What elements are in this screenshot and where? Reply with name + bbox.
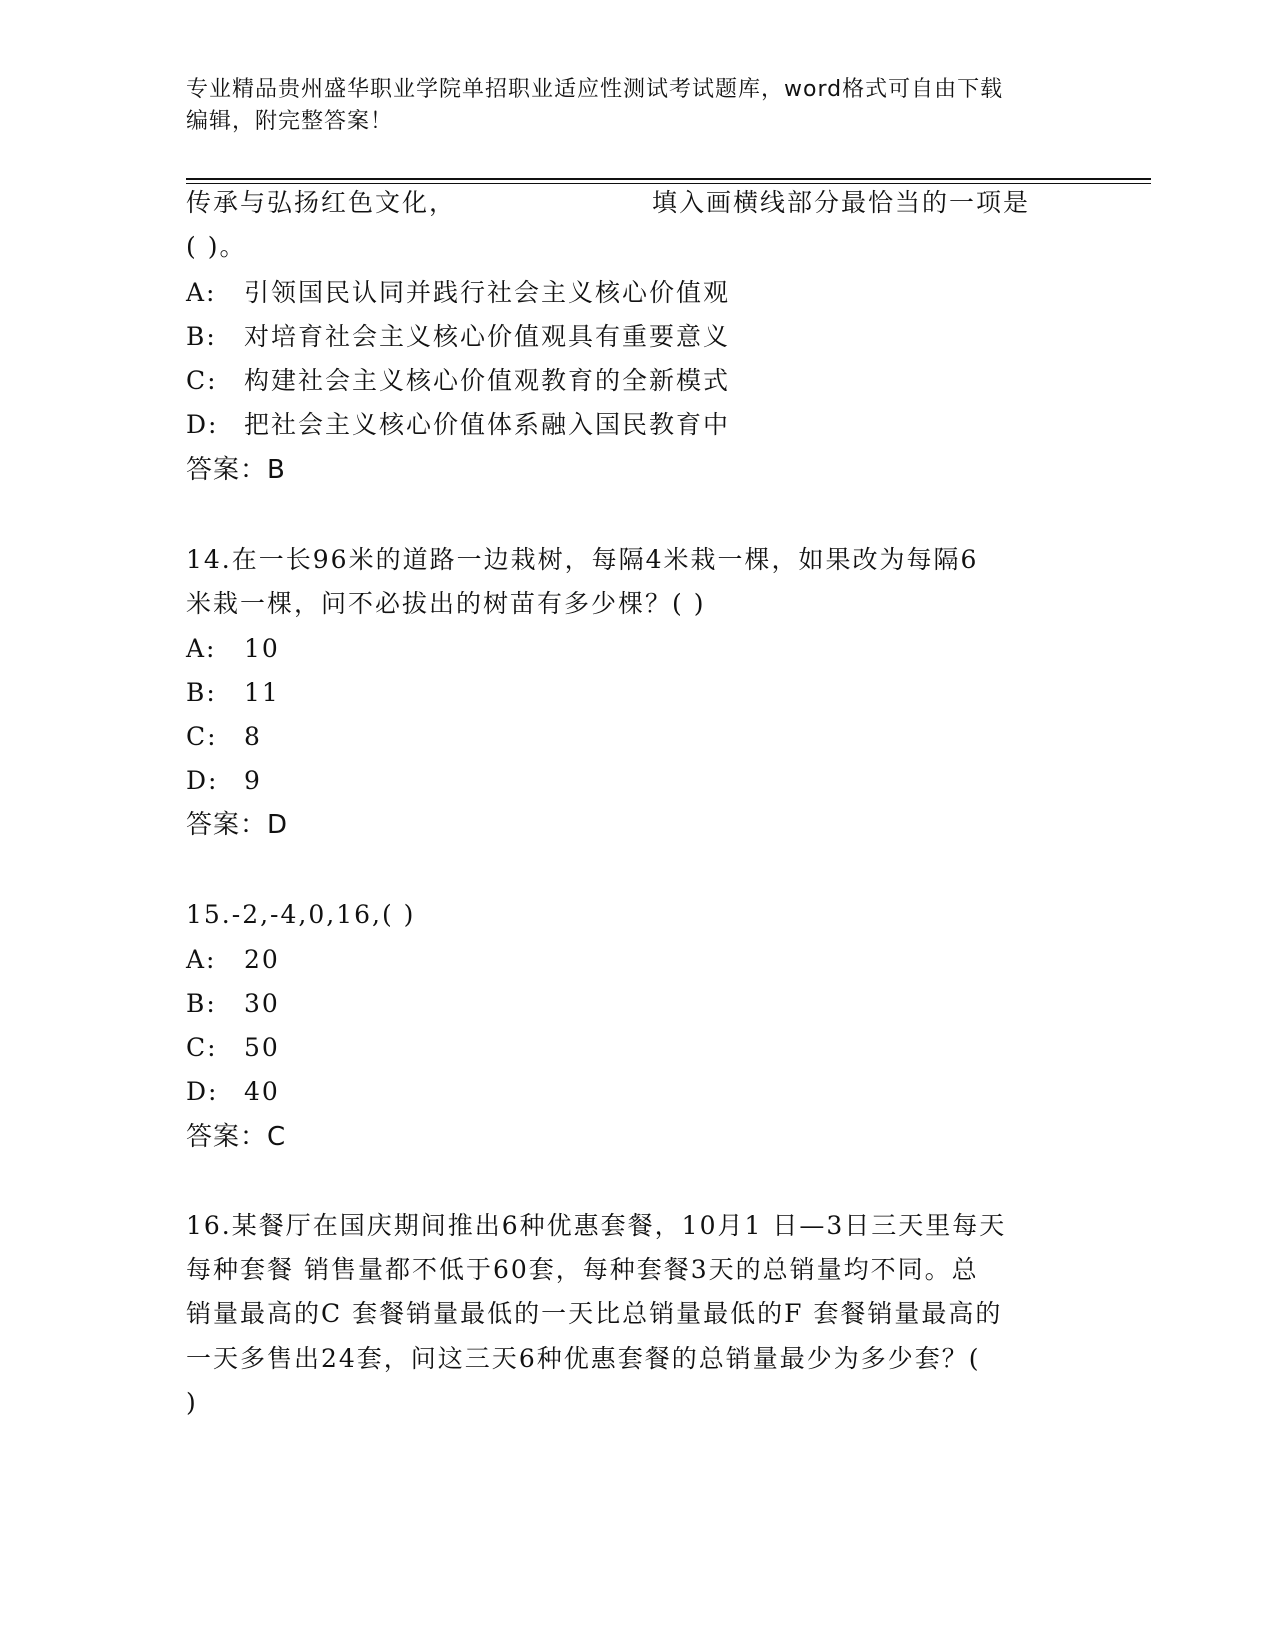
- option-text: 50: [244, 1033, 280, 1062]
- q16-stem-line-4: 一天多售出24套，问这三天6种优惠套餐的总销量最少为多少套？(: [186, 1344, 981, 1373]
- q15-option-c: [186, 1033, 280, 1063]
- header-line-2: 编辑，附完整答案！: [186, 109, 394, 134]
- option-label: C:: [186, 722, 218, 751]
- option-label: C:: [186, 366, 218, 395]
- q15-stem-line-1: 15.-2,-4,0,16,( ): [186, 900, 416, 929]
- q13-stem-part-a: 传承与弘扬红色文化，: [186, 188, 457, 217]
- q15-answer: 答案：C: [186, 1122, 287, 1152]
- q13-option-c: [186, 366, 730, 396]
- q16-stem-line-3: 销量最高的C 套餐销量最低的一天比总销量最低的F 套餐销量最高的: [186, 1299, 1003, 1328]
- option-text: 8: [244, 722, 262, 751]
- q14-option-c: [186, 722, 262, 752]
- q13-option-b: [186, 322, 730, 352]
- option-label: A:: [186, 945, 217, 974]
- option-text: 30: [244, 989, 280, 1018]
- header-line-1: 专业精品贵州盛华职业学院单招职业适应性测试考试题库，word格式可自由下载: [186, 77, 1004, 102]
- q14-option-d: [186, 766, 262, 796]
- option-text: 10: [244, 634, 280, 663]
- q13-stem-line-2: ( )。: [186, 232, 247, 261]
- q15-option-d: [186, 1077, 280, 1107]
- q16-stem-line-5: ): [186, 1388, 198, 1417]
- option-label: D:: [186, 766, 219, 795]
- q13-stem-part-b: 填入画横线部分最恰当的一项是: [652, 188, 1031, 217]
- q13-option-a: [186, 278, 730, 308]
- header-rule-thick: [186, 178, 1151, 180]
- header-rule-thin: [186, 183, 1151, 184]
- option-label: B:: [186, 989, 217, 1018]
- option-text: 40: [244, 1077, 280, 1106]
- q14-answer: 答案：D: [186, 810, 289, 840]
- option-text: 把社会主义核心价值体系融入国民教育中: [244, 410, 731, 439]
- option-text: 11: [244, 678, 280, 707]
- option-text: 构建社会主义核心价值观教育的全新模式: [244, 366, 731, 395]
- option-label: D:: [186, 410, 219, 439]
- q15-option-b: [186, 989, 280, 1019]
- option-label: C:: [186, 1033, 218, 1062]
- document-header: [186, 74, 1066, 138]
- q14-stem-line-2: 米栽一棵，问不必拔出的树苗有多少棵？( ): [186, 589, 706, 618]
- option-label: D:: [186, 1077, 219, 1106]
- q14-option-b: [186, 678, 280, 708]
- option-text: 引领国民认同并践行社会主义核心价值观: [244, 278, 731, 307]
- q16-stem-line-2: 每种套餐 销售量都不低于60套，每种套餐3天的总销量均不同。总: [186, 1255, 979, 1284]
- q16-stem-line-1: 16.某餐厅在国庆期间推出6种优惠套餐，10月1 日—3日三天里每天: [186, 1211, 1007, 1240]
- q13-option-d: [186, 410, 730, 440]
- q15-option-a: [186, 945, 280, 975]
- option-text: 对培育社会主义核心价值观具有重要意义: [244, 322, 731, 351]
- q14-stem-line-1: 14.在一长96米的道路一边栽树，每隔4米栽一棵，如果改为每隔6: [186, 545, 979, 574]
- q13-stem-line-1: [186, 188, 456, 218]
- option-text: 20: [244, 945, 280, 974]
- option-text: 9: [244, 766, 262, 795]
- q13-answer: 答案：B: [186, 455, 286, 485]
- option-label: B:: [186, 678, 217, 707]
- option-label: A:: [186, 278, 217, 307]
- option-label: A:: [186, 634, 217, 663]
- q14-option-a: [186, 634, 280, 664]
- option-label: B:: [186, 322, 217, 351]
